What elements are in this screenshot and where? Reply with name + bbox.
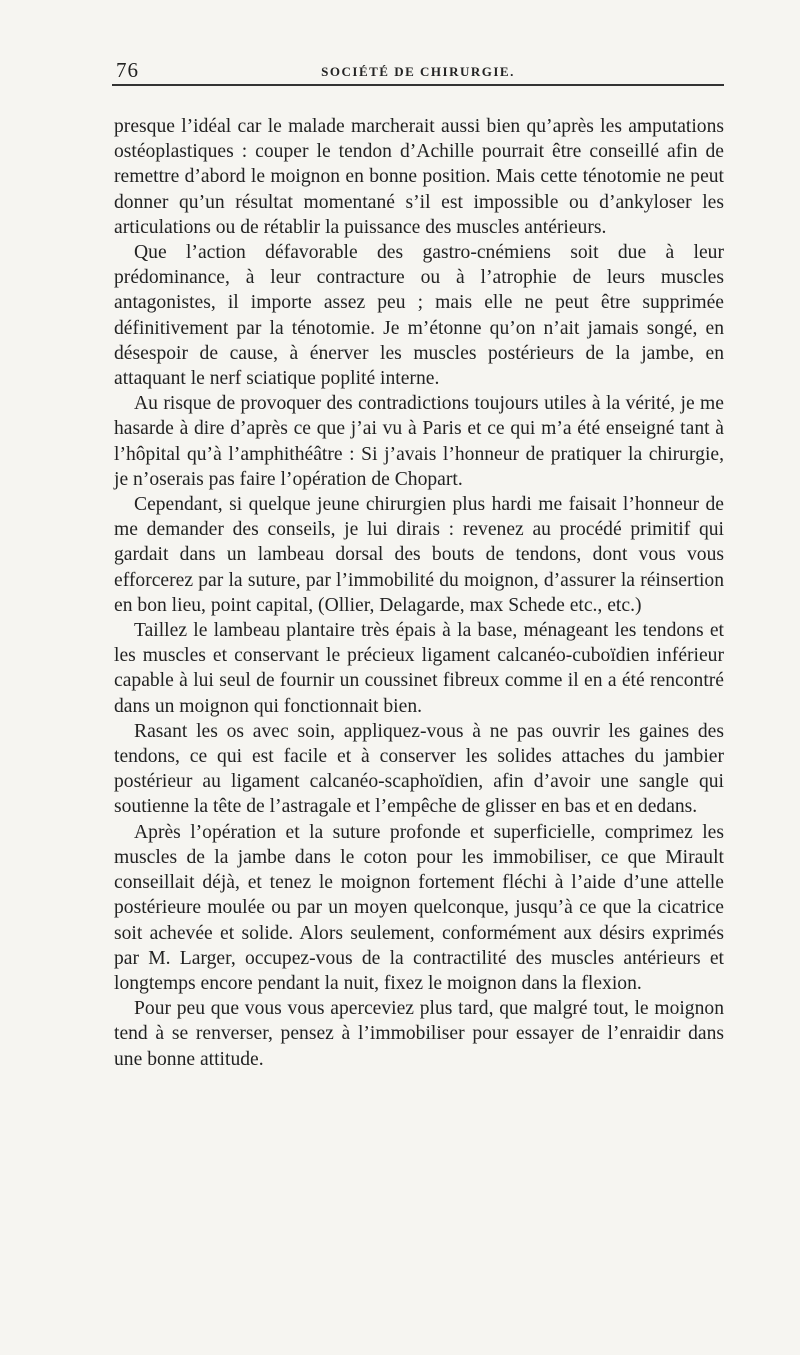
- paragraph: Rasant les os avec soin, appliquez-vous à ne pas ouvrir les gaines des tendons, ce qui est facile et à conserver les solides attaches du jambier postérieur au ligament calcanéo-scaphoïdien, afin d’avoir une sangle qui soutienne la tête de l’astragale et l’empêche de glisser en bas et en dedans.: [114, 720, 724, 818]
- paragraph: Que l’action défavorable des gastro-cnémiens soit due à leur prédominance, à leur contracture ou à l’atrophie de leurs muscles antagonistes, il importe assez peu ; mais elle ne peut être supprimée définitivement par la ténotomie. Je m’étonne qu’on n’ait jamais songé, en désespoir de cause, à énerver les muscles postérieurs de la jambe, en attaquant le nerf sciatique poplité interne.: [114, 242, 724, 390]
- paragraph: Au risque de provoquer des contradictions toujours utiles à la vérité, je me hasarde à dire d’après ce que j’ai vu à Paris et ce qui m’a été enseigné tant à l’hôpital qu’à l’amphithéâtre : Si j’avais l’honneur de pratiquer la chirurgie, je n’oserais pas faire l’opération de Chopart.: [114, 393, 724, 490]
- page-header: [112, 58, 724, 86]
- paragraph: Taillez le lambeau plantaire très épais à la base, ménageant les tendons et les muscles et conservant le précieux ligament calcanéo-cuboïdien inférieur capable à lui seul de fournir un coussinet fibreux comme il en a été rencontré dans un moignon qui fonctionnait bien.: [114, 620, 724, 717]
- paragraph: presque l’idéal car le malade marcherait aussi bien qu’après les amputations ostéoplastiques : couper le tendon d’Achille pourrait être conseillé afin de remettre d’abord le moignon en bonne position. Mais cette ténotomie ne peut donner qu’un résultat momentané s’il est impossible ou d’ankyloser les articulations ou de rétablir la puissance des muscles antérieurs.: [114, 116, 724, 238]
- running-title: SOCIÉTÉ DE CHIRURGIE.: [321, 64, 515, 79]
- page-body: [114, 114, 724, 1072]
- page-number: 76: [116, 58, 139, 82]
- paragraph: Pour peu que vous vous aperceviez plus tard, que malgré tout, le moignon tend à se renverser, pensez à l’immobiliser pour essayer de l’enraidir dans une bonne attitude.: [114, 998, 724, 1070]
- paragraph: Cependant, si quelque jeune chirurgien plus hardi me faisait l’honneur de me demander des conseils, je lui dirais : revenez au procédé primitif qui gardait dans un lambeau dorsal des bouts de tendons, dont vous vous efforcerez par la suture, par l’immobilité du moignon, d’assurer la réinsertion en bon lieu, point capital, (Ollier, Delagarde, max Schede etc., etc.): [114, 494, 724, 616]
- paragraph: Après l’opération et la suture profonde et superficielle, comprimez les muscles de la jambe dans le coton pour les immobiliser, ce que Mirault conseillait déjà, et tenez le moignon fortement fléchi à l’aide d’une attelle postérieure moulée ou par un moyen quelconque, jusqu’à ce que la cicatrice soit achevée et solide. Alors seulement, conformément aux désirs exprimés par M. Larger, occupez-vous de la contractilité des muscles antérieurs et longtemps encore pendant la nuit, fixez le moignon dans la flexion.: [114, 821, 724, 994]
